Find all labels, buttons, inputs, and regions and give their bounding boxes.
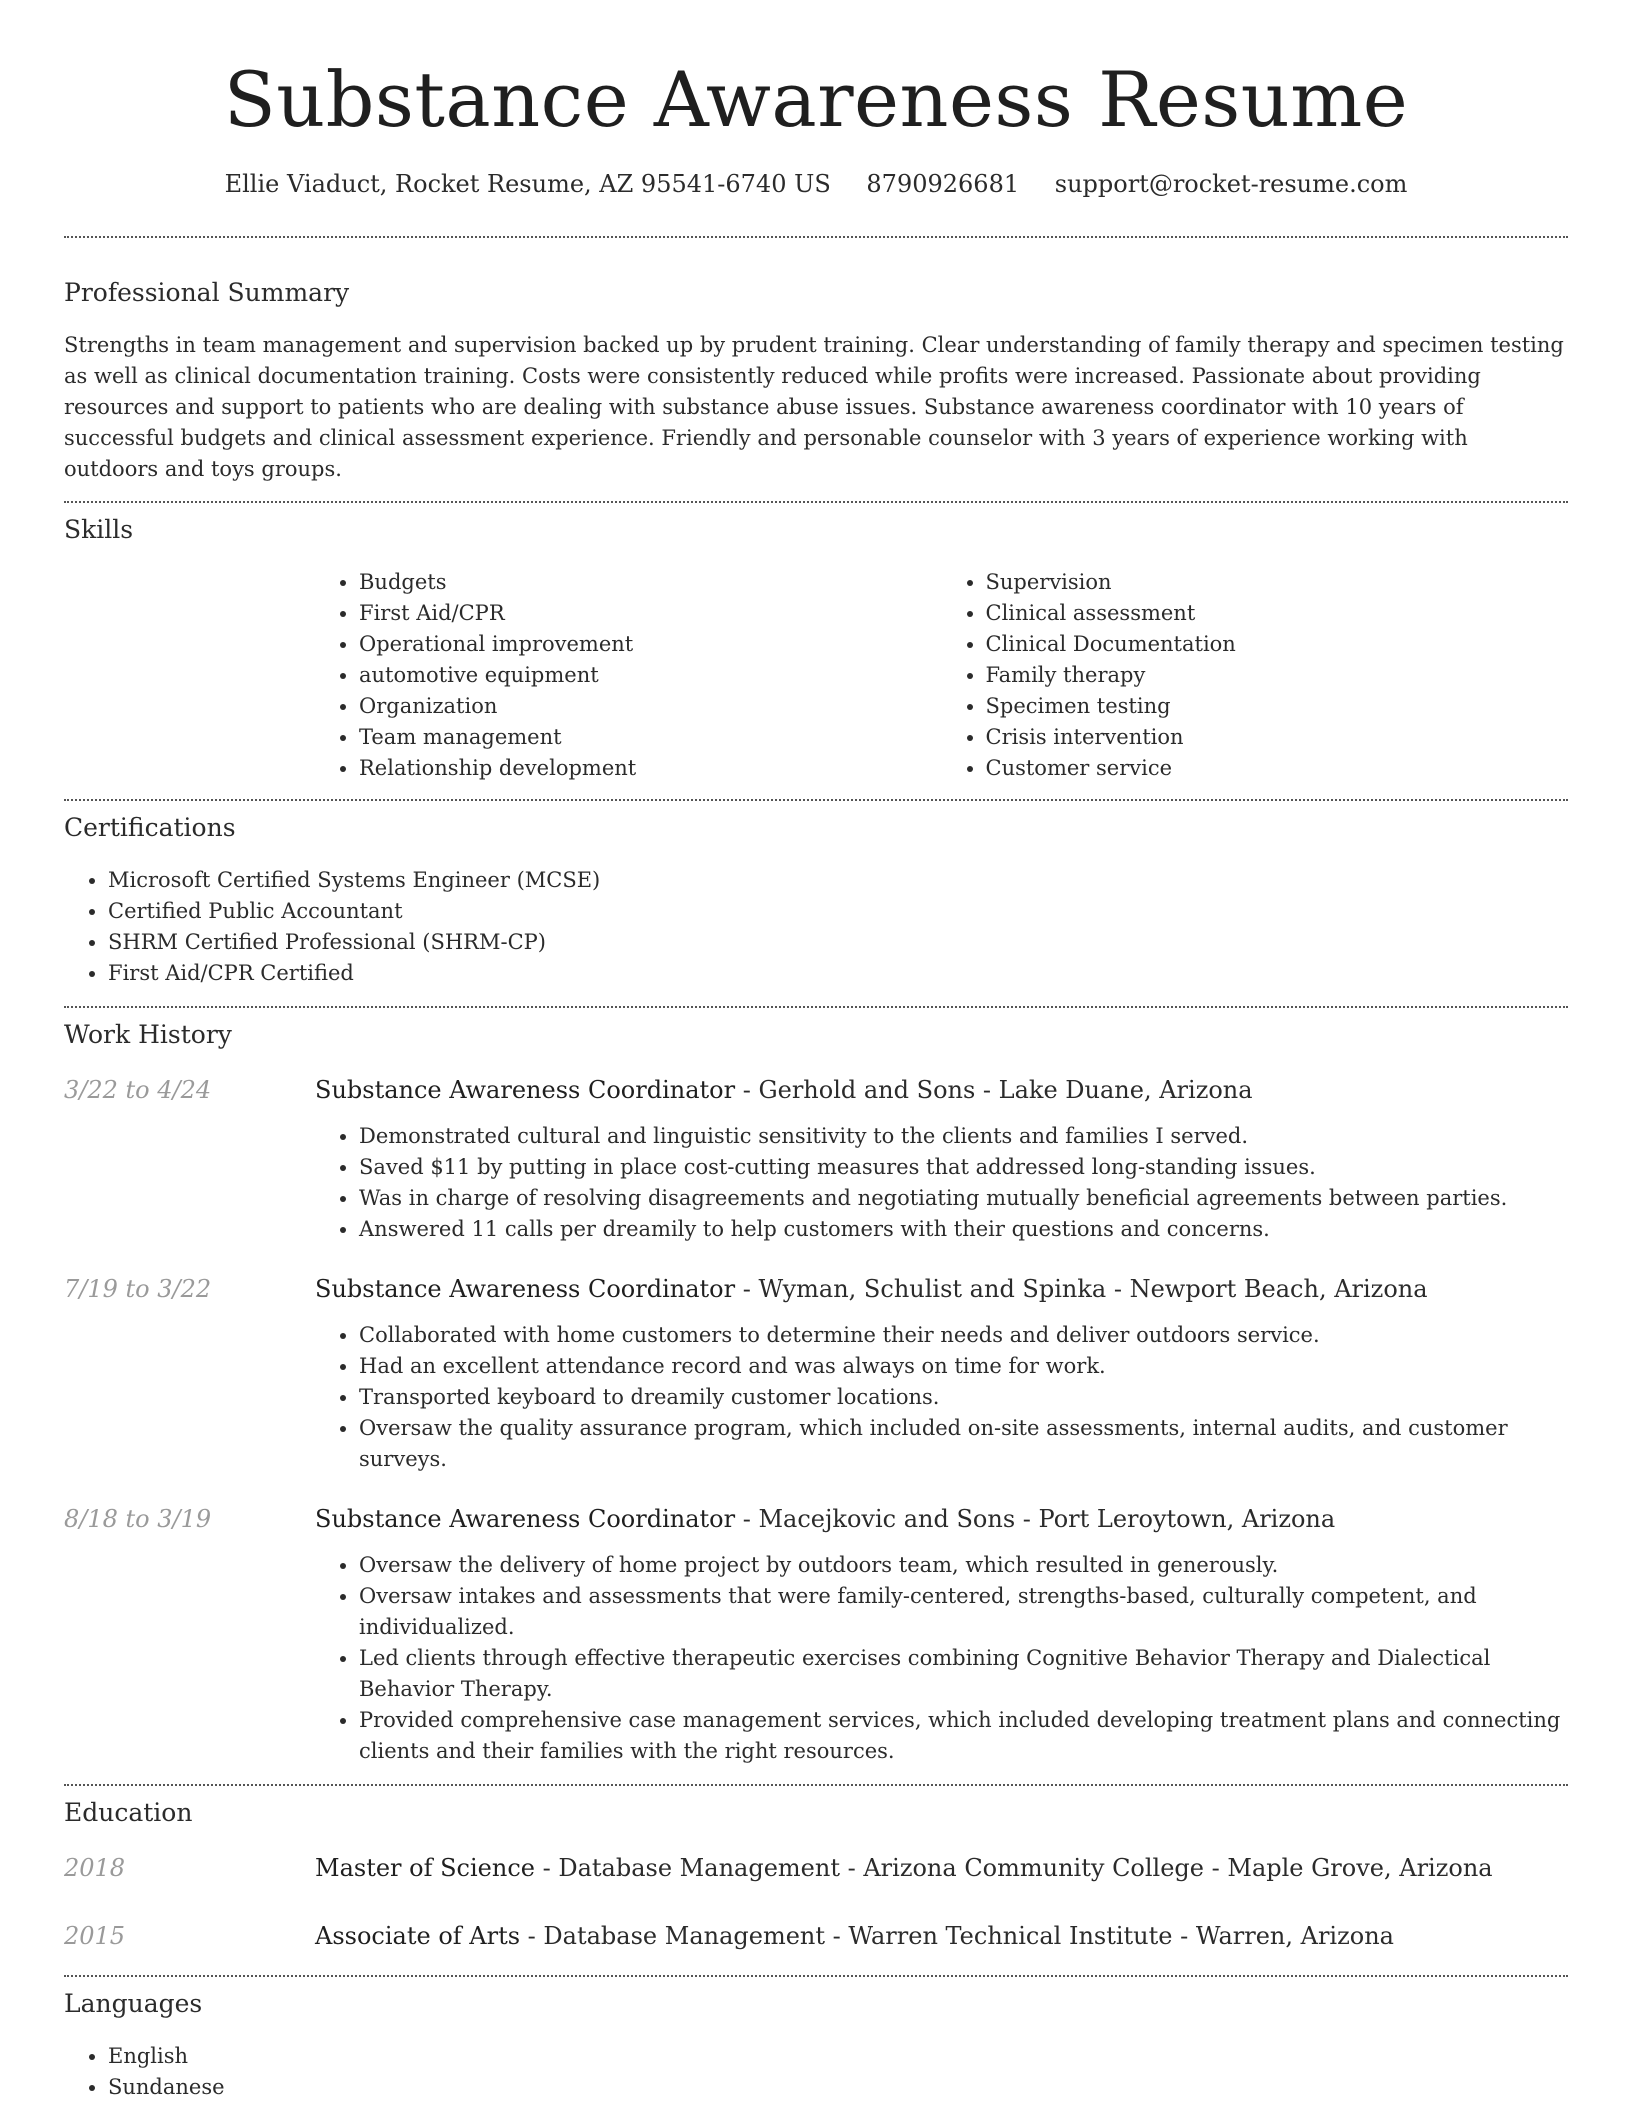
job-dates: 7/19 to 3/22 xyxy=(64,1275,212,1303)
section-title-summary: Professional Summary xyxy=(64,278,350,307)
job-bullet: • Collaborated with home customers to determine their needs and deliver outdoors service. xyxy=(359,1320,1568,1351)
languages-section xyxy=(64,1977,1568,2103)
skill-item: • Budgets xyxy=(359,567,942,598)
job-bullet: • Was in charge of resolving disagreements and negotiating mutually beneficial agreements between parties. xyxy=(359,1183,1568,1214)
summary-section xyxy=(64,238,1568,485)
contact-phone: 8790926681 xyxy=(866,170,1020,198)
job-entry xyxy=(64,1503,1568,1767)
languages-list xyxy=(64,2041,1568,2103)
job-location: Newport Beach, Arizona xyxy=(1129,1275,1428,1303)
skill-item: • Supervision xyxy=(986,567,1569,598)
separator: - xyxy=(735,1505,759,1533)
skill-item: • Relationship development xyxy=(359,753,942,784)
skills-list-left xyxy=(315,567,942,784)
skills-grid xyxy=(315,567,1568,784)
separator: - xyxy=(520,1922,544,1950)
certifications-section xyxy=(64,801,1568,989)
skills-section xyxy=(64,503,1568,784)
resume-title: Substance Awareness Resume xyxy=(223,55,1409,144)
education-entry xyxy=(64,1852,1568,1884)
resume-page xyxy=(64,0,1568,2103)
skill-item: • Family therapy xyxy=(986,660,1569,691)
skill-item: • Operational improvement xyxy=(359,629,942,660)
job-bullet: • Saved $11 by putting in place cost-cutting measures that addressed long-standing issues. xyxy=(359,1152,1568,1183)
separator: - xyxy=(839,1854,864,1882)
skill-item: • Organization xyxy=(359,691,942,722)
job-bullet: • Had an excellent attendance record and was always on time for work. xyxy=(359,1351,1568,1382)
skill-item: • Clinical Documentation xyxy=(986,629,1569,660)
job-bullet: • Led clients through effective therapeutic exercises combining Cognitive Behavior Therapy and Dialectical Behavior Therapy. xyxy=(359,1643,1568,1705)
job-company: Gerhold and Sons xyxy=(758,1076,976,1104)
skill-item: • Crisis intervention xyxy=(986,722,1569,753)
separator: - xyxy=(825,1922,849,1950)
job-dates: 3/22 to 4/24 xyxy=(64,1076,212,1104)
certifications-list xyxy=(64,865,1568,989)
work-history-section xyxy=(64,1008,1568,1767)
job-title: Substance Awareness Coordinator xyxy=(315,1275,736,1303)
section-title-languages: Languages xyxy=(64,1989,203,2018)
education-location: Warren, Arizona xyxy=(1195,1922,1394,1950)
contact-email: support@rocket-resume.com xyxy=(1054,170,1408,198)
job-heading xyxy=(315,1503,1568,1535)
summary-text: Strengths in team management and supervision backed up by prudent training. Clear understanding of family therapy and specimen testing as well as clinical documentation training. Costs were consistently reduced while profits were increased. Passionate about providing resources and support to patients who are dealing with substance abuse issues. Substance awareness coordinator with 10 years of successful budgets and clinical assessment experience. Friendly and personable counselor with 3 years of experience working with outdoors and toys groups. xyxy=(64,333,1564,481)
separator: - xyxy=(1106,1275,1130,1303)
education-school: Warren Technical Institute xyxy=(848,1922,1173,1950)
separator: - xyxy=(735,1076,759,1104)
job-bullet: • Oversaw the delivery of home project by outdoors team, which resulted in generously. xyxy=(359,1550,1568,1581)
separator: - xyxy=(1015,1505,1039,1533)
job-bullets xyxy=(315,1121,1568,1245)
contact-line xyxy=(64,168,1568,200)
language-item: • Sundanese xyxy=(108,2072,1568,2103)
job-bullets xyxy=(315,1320,1568,1475)
contact-address: Ellie Viaduct, Rocket Resume, AZ 95541-6740 US xyxy=(224,170,831,198)
skills-list-right xyxy=(942,567,1569,784)
education-degree: Associate of Arts xyxy=(315,1922,521,1950)
section-title-certifications: Certifications xyxy=(64,813,236,842)
job-entry xyxy=(64,1074,1568,1245)
job-bullet: • Oversaw intakes and assessments that were family-centered, strengths-based, culturally competent, and individualized. xyxy=(359,1581,1568,1643)
job-bullet: • Provided comprehensive case management services, which included developing treatment plans and connecting clients and their families with the right resources. xyxy=(359,1705,1568,1767)
separator: - xyxy=(534,1854,559,1882)
education-field: Database Management xyxy=(543,1922,826,1950)
section-title-work-history: Work History xyxy=(64,1020,232,1049)
separator: - xyxy=(975,1076,999,1104)
certification-item: • Certified Public Accountant xyxy=(108,896,1568,927)
section-title-education: Education xyxy=(64,1798,193,1827)
job-company: Macejkovic and Sons xyxy=(758,1505,1016,1533)
certification-item: • Microsoft Certified Systems Engineer (MCSE) xyxy=(108,865,1568,896)
education-location: Maple Grove, Arizona xyxy=(1227,1854,1493,1882)
job-bullet: • Transported keyboard to dreamily customer locations. xyxy=(359,1382,1568,1413)
separator: - xyxy=(1204,1854,1228,1882)
section-title-skills: Skills xyxy=(64,515,134,544)
job-dates: 8/18 to 3/19 xyxy=(64,1505,212,1533)
language-item: • English xyxy=(108,2041,1568,2072)
skill-item: • Customer service xyxy=(986,753,1569,784)
job-bullet: • Demonstrated cultural and linguistic sensitivity to the clients and families I served. xyxy=(359,1121,1568,1152)
job-heading xyxy=(315,1273,1568,1305)
certification-item: • First Aid/CPR Certified xyxy=(108,958,1568,989)
education-section xyxy=(64,1786,1568,1952)
education-degree: Master of Science xyxy=(315,1854,535,1882)
education-heading xyxy=(315,1852,1568,1884)
skill-item: • First Aid/CPR xyxy=(359,598,942,629)
skill-item: • Team management xyxy=(359,722,942,753)
certification-item: • SHRM Certified Professional (SHRM-CP) xyxy=(108,927,1568,958)
separator: - xyxy=(1172,1922,1196,1950)
skill-item: • Clinical assessment xyxy=(986,598,1569,629)
skill-item: • automotive equipment xyxy=(359,660,942,691)
separator: - xyxy=(735,1275,759,1303)
education-year: 2018 xyxy=(64,1854,126,1882)
job-bullet: • Oversaw the quality assurance program, which included on-site assessments, internal audits, and customer surveys. xyxy=(359,1413,1568,1475)
job-entry xyxy=(64,1273,1568,1475)
education-heading xyxy=(315,1920,1568,1952)
job-bullets xyxy=(315,1550,1568,1767)
job-heading xyxy=(315,1074,1568,1106)
job-location: Lake Duane, Arizona xyxy=(998,1076,1253,1104)
job-bullet: • Answered 11 calls per dreamily to help customers with their questions and concerns. xyxy=(359,1214,1568,1245)
education-year: 2015 xyxy=(64,1922,126,1950)
skill-item: • Specimen testing xyxy=(986,691,1569,722)
education-field: Database Management xyxy=(558,1854,840,1882)
education-entry xyxy=(64,1920,1568,1952)
job-company: Wyman, Schulist and Spinka xyxy=(758,1275,1107,1303)
job-title: Substance Awareness Coordinator xyxy=(315,1076,736,1104)
education-school: Arizona Community College xyxy=(863,1854,1204,1882)
job-location: Port Leroytown, Arizona xyxy=(1038,1505,1336,1533)
job-title: Substance Awareness Coordinator xyxy=(315,1505,736,1533)
